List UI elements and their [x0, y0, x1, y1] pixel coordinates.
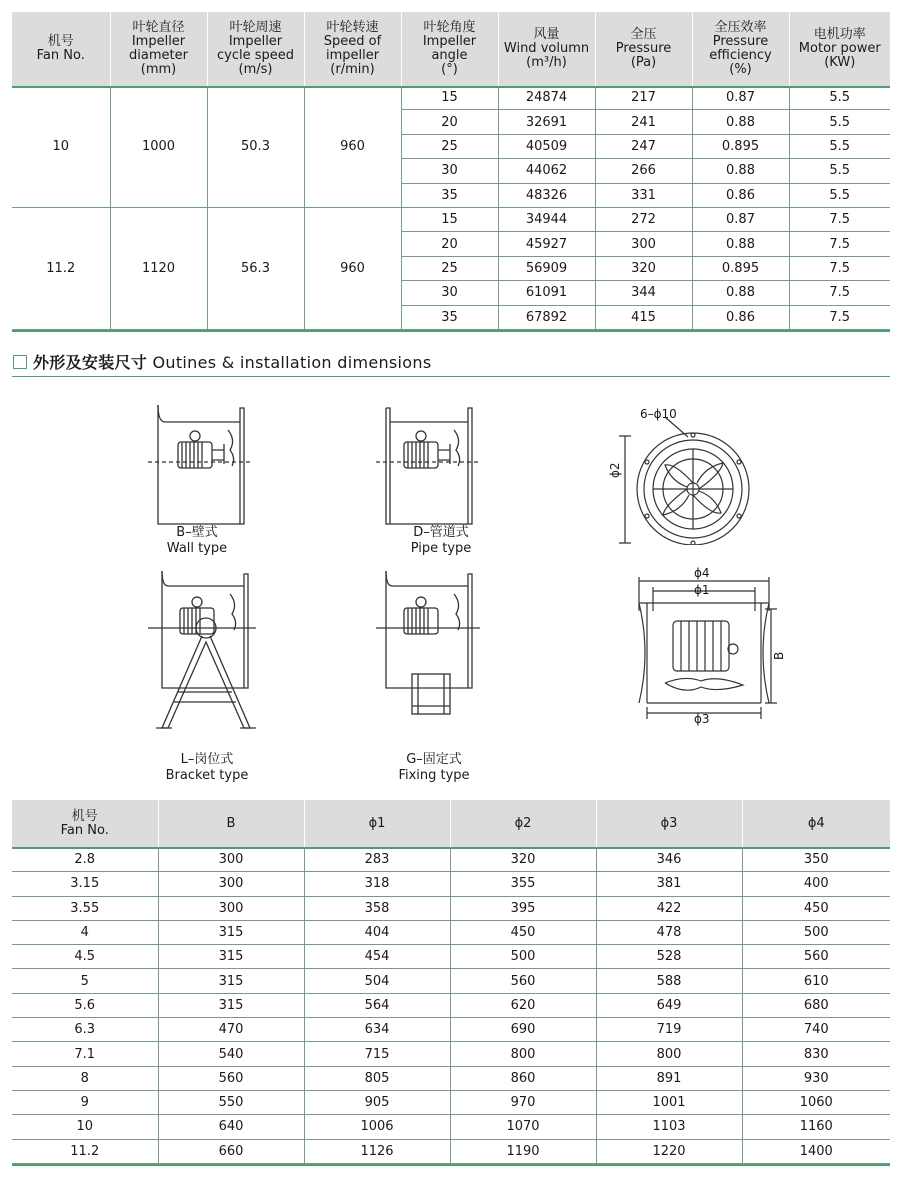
pipe-type-caption [381, 525, 501, 557]
group-cell-speed: 960 [304, 207, 401, 329]
table-cell: 1190 [450, 1139, 596, 1163]
table-cell: 970 [450, 1090, 596, 1114]
table-cell: 660 [158, 1139, 304, 1163]
header-line: efficiency [709, 48, 772, 63]
table-cell: 8 [12, 1066, 158, 1090]
dim-header-rule [12, 847, 890, 849]
table-cell: 719 [596, 1018, 742, 1042]
table-cell: 0.88 [692, 281, 789, 305]
table-cell: 1103 [596, 1115, 742, 1139]
table-cell: 15 [401, 207, 498, 231]
header-line: (mm) [140, 62, 177, 77]
header-line: ϕ2 [514, 816, 532, 831]
table-cell: 400 [742, 872, 890, 896]
table-cell: 680 [742, 993, 890, 1017]
table-cell: 0.895 [692, 134, 789, 158]
table-cell: 620 [450, 993, 596, 1017]
table-row [12, 848, 890, 872]
table-cell: 805 [304, 1066, 450, 1090]
table-cell: 45927 [498, 232, 595, 256]
table-cell: 315 [158, 969, 304, 993]
header-line: 机号 [71, 809, 98, 824]
header-line: Impeller [422, 34, 477, 49]
table-row [12, 207, 890, 231]
table-cell: 649 [596, 993, 742, 1017]
header-line: 机号 [47, 34, 74, 49]
table-cell: 25 [401, 134, 498, 158]
header-line: Fan No. [60, 823, 109, 838]
header-rule [12, 86, 890, 88]
table-cell: 25 [401, 256, 498, 280]
header-cell [450, 800, 596, 848]
group-cell-speed: 960 [304, 86, 401, 207]
table-cell: 690 [450, 1018, 596, 1042]
table-row [12, 1018, 890, 1042]
dim-bottom-rule [12, 1164, 890, 1166]
table-cell: 56909 [498, 256, 595, 280]
table-cell: 7.1 [12, 1042, 158, 1066]
table-cell: 560 [158, 1066, 304, 1090]
holes-label: 6–ϕ10 [640, 407, 677, 421]
header-cell [596, 800, 742, 848]
pipe-type-cn: D–管道式 [413, 525, 469, 540]
table-cell: 0.86 [692, 183, 789, 207]
table-cell: 320 [450, 848, 596, 872]
table-cell: 1060 [742, 1090, 890, 1114]
table-cell: 800 [596, 1042, 742, 1066]
pipe-type-en: Pipe type [410, 541, 472, 556]
header-cell [12, 800, 158, 848]
wall-type-caption [137, 525, 257, 557]
table-cell: 247 [595, 134, 692, 158]
table-cell: 1006 [304, 1115, 450, 1139]
header-line: 全压效率 [714, 20, 767, 35]
table-cell: 61091 [498, 281, 595, 305]
phi4-label: ϕ4 [694, 566, 710, 580]
table-cell: 5.5 [789, 183, 890, 207]
table-row [12, 969, 890, 993]
table-cell: 588 [596, 969, 742, 993]
header-cell [207, 12, 304, 86]
table-cell: 2.8 [12, 848, 158, 872]
group-cell-diameter: 1000 [110, 86, 207, 207]
table-cell: 1001 [596, 1090, 742, 1114]
header-line: 叶轮直径 [132, 20, 185, 35]
table-cell: 315 [158, 993, 304, 1017]
header-line: 叶轮周速 [229, 20, 282, 35]
table-row [12, 86, 890, 110]
table-cell: 450 [742, 896, 890, 920]
header-line: ϕ3 [660, 816, 678, 831]
wall-type-cn: B–壁式 [176, 525, 218, 540]
dimensions-header-row [12, 800, 890, 848]
table-cell: 4.5 [12, 945, 158, 969]
header-line: Pressure [712, 34, 769, 49]
table-cell: 0.88 [692, 110, 789, 134]
bracket-type-caption [147, 752, 267, 784]
bracket-type-cn: L–岗位式 [180, 752, 234, 767]
table-cell: 0.895 [692, 256, 789, 280]
table-cell: 241 [595, 110, 692, 134]
table-cell: 48326 [498, 183, 595, 207]
table-cell: 355 [450, 872, 596, 896]
table-cell: 0.88 [692, 232, 789, 256]
fixing-type-drawing [368, 566, 488, 718]
table-cell: 1126 [304, 1139, 450, 1163]
table-cell: 540 [158, 1042, 304, 1066]
table-cell: 344 [595, 281, 692, 305]
table-row [12, 1090, 890, 1114]
table-cell: 7.5 [789, 256, 890, 280]
header-line: (r/min) [330, 62, 375, 77]
table-cell: 3.55 [12, 896, 158, 920]
table-row [12, 872, 890, 896]
table-cell: 15 [401, 86, 498, 110]
header-line: impeller [325, 48, 380, 63]
fixing-type-en: Fixing type [398, 768, 470, 783]
header-line: 电机功率 [813, 27, 866, 42]
table-cell: 331 [595, 183, 692, 207]
table-row [12, 1139, 890, 1163]
header-cell [304, 800, 450, 848]
header-line: B [226, 816, 236, 831]
table-cell: 5.6 [12, 993, 158, 1017]
table-cell: 272 [595, 207, 692, 231]
table-cell: 395 [450, 896, 596, 920]
phi3-label: ϕ3 [694, 712, 710, 726]
table-cell: 5.5 [789, 110, 890, 134]
table-cell: 640 [158, 1115, 304, 1139]
table-row [12, 945, 890, 969]
header-cell [304, 12, 401, 86]
table-cell: 0.87 [692, 207, 789, 231]
table-row [12, 1066, 890, 1090]
performance-header-row [12, 12, 890, 86]
table-cell: 0.87 [692, 86, 789, 110]
table-cell: 315 [158, 945, 304, 969]
table-cell: 830 [742, 1042, 890, 1066]
phi1-label: ϕ1 [694, 583, 710, 597]
table-cell: 10 [12, 1115, 158, 1139]
pipe-type-drawing [368, 400, 488, 528]
header-cell [789, 12, 890, 86]
header-line: 叶轮角度 [423, 20, 476, 35]
b-label: B [772, 651, 786, 660]
header-line: Wind volumn [503, 41, 590, 56]
table-cell: 7.5 [789, 207, 890, 231]
table-cell: 217 [595, 86, 692, 110]
checkbox-square-icon [13, 355, 27, 369]
table-cell: 24874 [498, 86, 595, 110]
table-cell: 44062 [498, 159, 595, 183]
dimensions-table [12, 800, 890, 1164]
table-cell: 20 [401, 232, 498, 256]
phi2-label: ϕ2 [608, 462, 622, 478]
table-cell: 891 [596, 1066, 742, 1090]
performance-table [12, 12, 890, 330]
table-cell: 454 [304, 945, 450, 969]
table-cell: 610 [742, 969, 890, 993]
header-line: (Pa) [630, 55, 657, 70]
table-cell: 500 [450, 945, 596, 969]
fixing-type-cn: G–固定式 [406, 752, 462, 767]
bottom-rule [12, 330, 890, 332]
table-cell: 0.86 [692, 305, 789, 329]
table-cell: 315 [158, 920, 304, 944]
table-cell: 5.5 [789, 159, 890, 183]
header-line: (°) [441, 62, 458, 77]
table-cell: 350 [742, 848, 890, 872]
table-cell: 5.5 [789, 86, 890, 110]
header-cell [692, 12, 789, 86]
header-line: Motor power [798, 41, 881, 56]
bracket-type-drawing [140, 566, 264, 742]
group-cell-diameter: 1120 [110, 207, 207, 329]
header-line: 全压 [630, 27, 657, 42]
table-cell: 9 [12, 1090, 158, 1114]
table-cell: 860 [450, 1066, 596, 1090]
header-cell [110, 12, 207, 86]
group-cell-fan: 11.2 [12, 207, 110, 329]
wall-type-drawing [140, 400, 260, 528]
header-line: cycle speed [216, 48, 294, 63]
header-line: Speed of [323, 34, 382, 49]
header-line: (KW) [824, 55, 856, 70]
group-cell-cycle: 56.3 [207, 207, 304, 329]
table-row [12, 993, 890, 1017]
table-cell: 11.2 [12, 1139, 158, 1163]
table-row [12, 920, 890, 944]
header-line: Impeller [131, 34, 186, 49]
header-line: ϕ4 [807, 816, 825, 831]
table-cell: 35 [401, 183, 498, 207]
header-line: (%) [729, 62, 752, 77]
table-cell: 30 [401, 159, 498, 183]
section-title-cn: 外形及安装尺寸 [33, 353, 148, 372]
table-cell: 1220 [596, 1139, 742, 1163]
table-cell: 34944 [498, 207, 595, 231]
header-cell [12, 12, 110, 86]
section-title-en: Outines & installation dimensions [152, 353, 432, 372]
table-row [12, 896, 890, 920]
header-cell [595, 12, 692, 86]
table-cell: 550 [158, 1090, 304, 1114]
table-cell: 0.88 [692, 159, 789, 183]
bracket-type-en: Bracket type [165, 768, 249, 783]
header-line: Pressure [615, 41, 672, 56]
table-cell: 504 [304, 969, 450, 993]
table-cell: 404 [304, 920, 450, 944]
header-line: Fan No. [36, 48, 85, 63]
table-cell: 415 [595, 305, 692, 329]
section-title [13, 350, 431, 373]
table-cell: 528 [596, 945, 742, 969]
header-line: Impeller [228, 34, 283, 49]
table-cell: 300 [158, 872, 304, 896]
table-cell: 6.3 [12, 1018, 158, 1042]
table-cell: 422 [596, 896, 742, 920]
header-line: diameter [129, 48, 188, 63]
table-cell: 930 [742, 1066, 890, 1090]
wall-type-en: Wall type [166, 541, 228, 556]
table-cell: 800 [450, 1042, 596, 1066]
table-cell: 3.15 [12, 872, 158, 896]
table-cell: 20 [401, 110, 498, 134]
group-cell-fan: 10 [12, 86, 110, 207]
table-cell: 500 [742, 920, 890, 944]
header-cell [498, 12, 595, 86]
table-cell: 35 [401, 305, 498, 329]
group-cell-cycle: 50.3 [207, 86, 304, 207]
table-cell: 470 [158, 1018, 304, 1042]
header-line: ϕ1 [368, 816, 386, 831]
table-row [12, 1042, 890, 1066]
table-cell: 478 [596, 920, 742, 944]
table-cell: 715 [304, 1042, 450, 1066]
header-cell [401, 12, 498, 86]
table-cell: 67892 [498, 305, 595, 329]
table-cell: 450 [450, 920, 596, 944]
table-cell: 40509 [498, 134, 595, 158]
table-cell: 4 [12, 920, 158, 944]
table-cell: 320 [595, 256, 692, 280]
header-line: (m³/h) [526, 55, 567, 70]
table-cell: 266 [595, 159, 692, 183]
table-cell: 5.5 [789, 134, 890, 158]
table-cell: 560 [450, 969, 596, 993]
header-cell [742, 800, 890, 848]
header-line: 风量 [533, 27, 560, 42]
table-cell: 564 [304, 993, 450, 1017]
header-cell [158, 800, 304, 848]
table-cell: 7.5 [789, 305, 890, 329]
table-cell: 7.5 [789, 281, 890, 305]
table-cell: 634 [304, 1018, 450, 1042]
front-view-drawing [605, 403, 765, 545]
header-line: (m/s) [238, 62, 273, 77]
table-cell: 560 [742, 945, 890, 969]
fixing-type-caption [374, 752, 494, 784]
table-cell: 30 [401, 281, 498, 305]
header-line: angle [431, 48, 468, 63]
table-row [12, 1115, 890, 1139]
table-cell: 318 [304, 872, 450, 896]
table-cell: 905 [304, 1090, 450, 1114]
table-cell: 32691 [498, 110, 595, 134]
table-cell: 283 [304, 848, 450, 872]
table-cell: 346 [596, 848, 742, 872]
table-cell: 1400 [742, 1139, 890, 1163]
header-line: 叶轮转速 [326, 20, 379, 35]
section-rule [12, 376, 890, 377]
table-cell: 358 [304, 896, 450, 920]
table-cell: 5 [12, 969, 158, 993]
table-cell: 740 [742, 1018, 890, 1042]
table-cell: 7.5 [789, 232, 890, 256]
table-cell: 300 [158, 896, 304, 920]
table-cell: 300 [158, 848, 304, 872]
table-cell: 300 [595, 232, 692, 256]
table-cell: 1070 [450, 1115, 596, 1139]
table-cell: 1160 [742, 1115, 890, 1139]
table-cell: 381 [596, 872, 742, 896]
